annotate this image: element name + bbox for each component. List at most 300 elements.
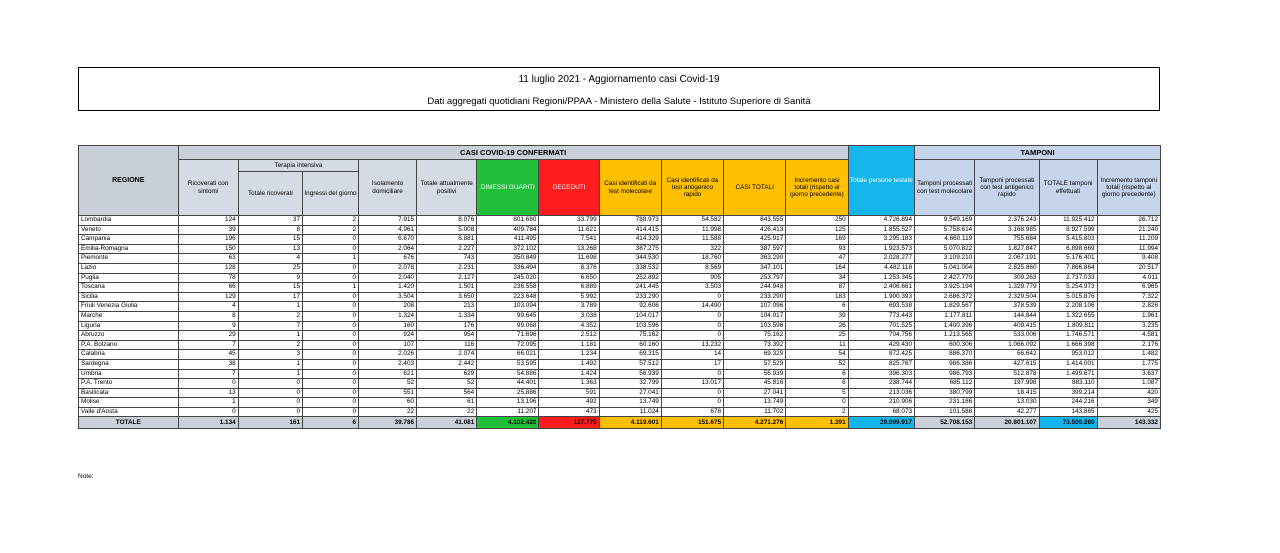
- table-cell: 13.030: [975, 398, 1039, 408]
- table-cell: 72.095: [477, 340, 539, 350]
- table-cell: 1.829.567: [915, 302, 975, 312]
- col-casi-antigenico: Casi identificati da test antigenico rapido: [661, 160, 723, 216]
- table-cell: 1.666.398: [1039, 340, 1097, 350]
- table-cell: 60.160: [599, 340, 661, 350]
- table-row: [79, 302, 1161, 312]
- table-cell: 883.110: [1039, 379, 1097, 389]
- table-cell: 387.275: [599, 244, 661, 254]
- table-cell: 8.927.599: [1039, 225, 1097, 235]
- table-cell: 1.400.396: [915, 321, 975, 331]
- table-cell: 2.026: [359, 350, 417, 360]
- report-title-box: [78, 67, 1160, 111]
- table-cell: 244.216: [1039, 398, 1097, 408]
- table-cell: 0: [661, 388, 723, 398]
- table-cell: 103.596: [724, 321, 786, 331]
- group-tamponi: TAMPONI: [915, 146, 1161, 160]
- total-cell: 143.332: [1097, 417, 1160, 429]
- table-cell: 843.555: [724, 216, 786, 226]
- table-cell: 9.549.169: [915, 216, 975, 226]
- table-cell: 1.213.565: [915, 331, 975, 341]
- table-cell: 75.162: [599, 331, 661, 341]
- total-cell: 127.775: [539, 417, 599, 429]
- table-cell: 2.826: [1097, 302, 1160, 312]
- table-cell: 53.595: [477, 359, 539, 369]
- note-label: Note:: [78, 473, 94, 480]
- table-cell: 8.569: [661, 263, 723, 273]
- table-cell: 349: [1097, 398, 1160, 408]
- table-cell: 2: [303, 216, 359, 226]
- col-regione: REGIONE: [79, 146, 179, 216]
- table-cell: 71.696: [477, 331, 539, 341]
- table-cell: 32.799: [599, 379, 661, 389]
- table-cell: 18.415: [975, 388, 1039, 398]
- table-row: [79, 235, 1161, 245]
- table-cell: 336.494: [477, 263, 539, 273]
- table-cell: 2.127: [417, 273, 477, 283]
- table-cell: 92.606: [599, 302, 661, 312]
- table-row: [79, 369, 1161, 379]
- table-cell: 409.415: [975, 321, 1039, 331]
- table-cell: 21.240: [1097, 225, 1160, 235]
- table-cell: 429.430: [848, 340, 914, 350]
- table-cell: 1.809.811: [1039, 321, 1097, 331]
- table-cell: 621: [359, 369, 417, 379]
- table-cell: 3.925.194: [915, 283, 975, 293]
- table-cell: 344.530: [599, 254, 661, 264]
- table-cell: 2.078: [359, 263, 417, 273]
- table-body: [79, 216, 1161, 429]
- table-cell: 14: [661, 350, 723, 360]
- table-cell: 101.588: [915, 407, 975, 417]
- table-cell: 107.096: [724, 302, 786, 312]
- table-cell: 8.076: [417, 216, 477, 226]
- table-cell: 52: [417, 379, 477, 389]
- table-cell: 75.162: [724, 331, 786, 341]
- table-cell: 3.504: [359, 292, 417, 302]
- table-cell: 164: [786, 263, 848, 273]
- table-cell: 39: [178, 225, 238, 235]
- region-name: Emilia-Romagna: [79, 244, 179, 254]
- table-cell: 9: [238, 273, 302, 283]
- table-cell: 9: [178, 321, 238, 331]
- region-name: Toscana: [79, 283, 179, 293]
- table-cell: 2.074: [417, 350, 477, 360]
- col-dimessi-guariti: DIMESSI GUARITI: [477, 160, 539, 216]
- table-row: [79, 283, 1161, 293]
- table-cell: 17: [661, 359, 723, 369]
- table-cell: 426.413: [724, 225, 786, 235]
- table-cell: 0: [303, 350, 359, 360]
- table-row: [79, 273, 1161, 283]
- table-cell: 0: [303, 292, 359, 302]
- table-cell: 420: [1097, 388, 1160, 398]
- table-cell: 26.712: [1097, 216, 1160, 226]
- report-title: 11 luglio 2021 - Aggiornamento casi Covid-19: [518, 74, 720, 85]
- table-cell: 533.006: [975, 331, 1039, 341]
- region-name: Lombardia: [79, 216, 179, 226]
- table-cell: 0: [303, 235, 359, 245]
- total-cell: 41.081: [417, 417, 477, 429]
- table-cell: 629: [417, 369, 477, 379]
- table-cell: 551: [359, 388, 417, 398]
- table-cell: 425.917: [724, 235, 786, 245]
- table-cell: 872.425: [848, 350, 914, 360]
- table-cell: 38: [178, 359, 238, 369]
- table-cell: 409.784: [477, 225, 539, 235]
- table-cell: 15: [238, 283, 302, 293]
- table-cell: 2: [238, 311, 302, 321]
- table-cell: 0: [238, 407, 302, 417]
- table-cell: 685.112: [915, 379, 975, 389]
- region-name: Liguria: [79, 321, 179, 331]
- table-cell: 1: [238, 369, 302, 379]
- table-cell: 338.532: [599, 263, 661, 273]
- table-cell: 2.231: [417, 263, 477, 273]
- table-cell: 6.670: [359, 235, 417, 245]
- table-cell: 1: [238, 359, 302, 369]
- total-cell: 39.786: [359, 417, 417, 429]
- table-cell: 44.401: [477, 379, 539, 389]
- region-name: Basilicata: [79, 388, 179, 398]
- report-subtitle: Dati aggregati quotidiani Regioni/PPAA - Ministero della Salute - Istituto Superiore di Sanità: [427, 96, 811, 107]
- table-cell: 2: [238, 340, 302, 350]
- table-cell: 6.650: [539, 273, 599, 283]
- table-cell: 45: [178, 350, 238, 360]
- table-cell: 69.315: [599, 350, 661, 360]
- total-label: TOTALE: [79, 417, 179, 429]
- col-isolamento-domiciliare: Isolamento domiciliare: [359, 160, 417, 216]
- table-cell: 56.939: [599, 369, 661, 379]
- table-cell: 380.799: [915, 388, 975, 398]
- table-cell: 103.094: [477, 302, 539, 312]
- table-cell: 7: [238, 321, 302, 331]
- table-row: [79, 359, 1161, 369]
- table-cell: 233.290: [724, 292, 786, 302]
- table-row: [79, 292, 1161, 302]
- region-name: Marche: [79, 311, 179, 321]
- table-cell: 11.994: [1097, 244, 1160, 254]
- table-cell: 6.965: [1097, 283, 1160, 293]
- table-row: [79, 350, 1161, 360]
- table-cell: 2.064: [359, 244, 417, 254]
- table-cell: 986.386: [915, 359, 975, 369]
- total-row: [79, 417, 1161, 429]
- table-cell: 2.176: [1097, 340, 1160, 350]
- table-cell: 104.017: [599, 311, 661, 321]
- table-cell: 6: [786, 379, 848, 389]
- table-cell: 693.538: [848, 302, 914, 312]
- table-cell: 223.648: [477, 292, 539, 302]
- total-cell: 52.708.153: [915, 417, 975, 429]
- table-cell: 27.041: [724, 388, 786, 398]
- col-ti-ingressi: Ingressi del giorno: [303, 172, 359, 216]
- table-cell: 150: [178, 244, 238, 254]
- table-cell: 1.253.345: [848, 273, 914, 283]
- table-cell: 1.827.847: [975, 244, 1039, 254]
- total-cell: 1.134: [178, 417, 238, 429]
- table-cell: 11.588: [661, 235, 723, 245]
- table-cell: 1.414.001: [1039, 359, 1097, 369]
- table-row: [79, 311, 1161, 321]
- table-cell: 8: [238, 225, 302, 235]
- table-cell: 0: [661, 292, 723, 302]
- table-cell: 1.900.393: [848, 292, 914, 302]
- table-cell: 13.232: [661, 340, 723, 350]
- region-name: P.A. Trento: [79, 379, 179, 389]
- table-cell: 183: [786, 292, 848, 302]
- col-totale-positivi: Totale attualmente positivi: [417, 160, 477, 216]
- table-cell: 4.011: [1097, 273, 1160, 283]
- table-cell: 47: [786, 254, 848, 264]
- table-cell: 4.482.118: [848, 263, 914, 273]
- table-cell: 986.793: [915, 369, 975, 379]
- table-cell: 6.881: [417, 235, 477, 245]
- table-row: [79, 379, 1161, 389]
- table-cell: 13.268: [539, 244, 599, 254]
- table-cell: 124: [178, 216, 238, 226]
- table-cell: 755.684: [975, 235, 1039, 245]
- table-cell: 801.680: [477, 216, 539, 226]
- table-cell: 25: [786, 331, 848, 341]
- table-cell: 2.376.243: [975, 216, 1039, 226]
- table-cell: 252.892: [599, 273, 661, 283]
- table-cell: 425: [1097, 407, 1160, 417]
- table-cell: 704.756: [848, 331, 914, 341]
- table-cell: 1.324: [359, 311, 417, 321]
- region-name: Campania: [79, 235, 179, 245]
- table-cell: 387.597: [724, 244, 786, 254]
- table-cell: 3.038: [539, 311, 599, 321]
- table-cell: 57.529: [724, 359, 786, 369]
- col-ti-totale: Totale ricoverati: [238, 172, 302, 216]
- table-cell: 13.017: [661, 379, 723, 389]
- table-cell: 1.492: [539, 359, 599, 369]
- table-cell: 1.746.571: [1039, 331, 1097, 341]
- table-cell: 427.615: [975, 359, 1039, 369]
- table-cell: 2: [303, 225, 359, 235]
- table-cell: 0: [303, 379, 359, 389]
- region-name: Sicilia: [79, 292, 179, 302]
- table-cell: 788.973: [599, 216, 661, 226]
- table-cell: 125: [786, 225, 848, 235]
- table-cell: 2.442: [417, 359, 477, 369]
- table-cell: 591: [539, 388, 599, 398]
- table-row: [79, 244, 1161, 254]
- table-cell: 60: [359, 398, 417, 408]
- table-cell: 241.445: [599, 283, 661, 293]
- table-cell: 208: [359, 302, 417, 312]
- table-cell: 3.789: [539, 302, 599, 312]
- table-cell: 213: [417, 302, 477, 312]
- region-name: Lazio: [79, 263, 179, 273]
- table-cell: 773.443: [848, 311, 914, 321]
- table-cell: 0: [303, 369, 359, 379]
- table-cell: 1.181: [539, 340, 599, 350]
- table-cell: 0: [786, 398, 848, 408]
- table-row: [79, 340, 1161, 350]
- table-cell: 6.898.669: [1039, 244, 1097, 254]
- table-cell: 245.020: [477, 273, 539, 283]
- table-cell: 17: [238, 292, 302, 302]
- table-cell: 66.021: [477, 350, 539, 360]
- table-cell: 0: [303, 311, 359, 321]
- table-cell: 363.290: [724, 254, 786, 264]
- table-cell: 99.068: [477, 321, 539, 331]
- table-cell: 701.525: [848, 321, 914, 331]
- table-cell: 13.749: [724, 398, 786, 408]
- table-cell: 2.329.504: [975, 292, 1039, 302]
- table-cell: 3.109.210: [915, 254, 975, 264]
- table-cell: 63: [178, 254, 238, 264]
- table-cell: 42.277: [975, 407, 1039, 417]
- table-cell: 57.512: [599, 359, 661, 369]
- table-cell: 129: [178, 292, 238, 302]
- table-cell: 107: [359, 340, 417, 350]
- table-cell: 13.749: [599, 398, 661, 408]
- table-cell: 1.329.779: [975, 283, 1039, 293]
- table-row: [79, 398, 1161, 408]
- table-cell: 87: [786, 283, 848, 293]
- table-cell: 2.686.372: [915, 292, 975, 302]
- table-cell: 3.650: [417, 292, 477, 302]
- table-row: [79, 331, 1161, 341]
- table-cell: 4: [178, 302, 238, 312]
- table-cell: 78: [178, 273, 238, 283]
- table-cell: 6.889: [539, 283, 599, 293]
- table-cell: 378.539: [975, 302, 1039, 312]
- table-cell: 1: [303, 254, 359, 264]
- col-casi-totali: CASI TOTALI: [724, 160, 786, 216]
- col-ricoverati-sintomi: Ricoverati con sintomi: [178, 160, 238, 216]
- total-cell: 6: [303, 417, 359, 429]
- table-cell: 7: [178, 369, 238, 379]
- table-cell: 3.637: [1097, 369, 1160, 379]
- table-cell: 13.196: [477, 398, 539, 408]
- table-cell: 22: [359, 407, 417, 417]
- table-cell: 0: [303, 359, 359, 369]
- table-cell: 11.702: [724, 407, 786, 417]
- table-row: [79, 225, 1161, 235]
- table-cell: 11.998: [661, 225, 723, 235]
- table-cell: 564: [417, 388, 477, 398]
- region-name: Veneto: [79, 225, 179, 235]
- table-cell: 5.041.004: [915, 263, 975, 273]
- table-cell: 3.168.985: [975, 225, 1039, 235]
- table-cell: 1.855.527: [848, 225, 914, 235]
- table-cell: 5.758.614: [915, 225, 975, 235]
- table-cell: 244.948: [724, 283, 786, 293]
- table-cell: 0: [238, 379, 302, 389]
- table-cell: 1: [238, 302, 302, 312]
- table-cell: 66.642: [975, 350, 1039, 360]
- table-cell: 1.087: [1097, 379, 1160, 389]
- table-cell: 231.186: [915, 398, 975, 408]
- table-cell: 0: [178, 379, 238, 389]
- table-cell: 128: [178, 263, 238, 273]
- table-cell: 5.176.401: [1039, 254, 1097, 264]
- table-cell: 0: [303, 331, 359, 341]
- table-cell: 886.370: [915, 350, 975, 360]
- col-tamponi-antigenico: Tamponi processati con test antigenico rapido: [975, 160, 1039, 216]
- table-cell: 1.234: [539, 350, 599, 360]
- table-cell: 61: [417, 398, 477, 408]
- table-cell: 2.040: [359, 273, 417, 283]
- table-cell: 1.501: [417, 283, 477, 293]
- table-cell: 0: [303, 273, 359, 283]
- table-cell: 52: [786, 359, 848, 369]
- table-cell: 11.925.412: [1039, 216, 1097, 226]
- table-cell: 414.415: [599, 225, 661, 235]
- table-cell: 0: [303, 321, 359, 331]
- table-cell: 236.558: [477, 283, 539, 293]
- table-row: [79, 216, 1161, 226]
- table-cell: 27.041: [599, 388, 661, 398]
- table-cell: 0: [661, 321, 723, 331]
- table-cell: 56.939: [724, 369, 786, 379]
- table-cell: 143.865: [1039, 407, 1097, 417]
- table-cell: 0: [303, 340, 359, 350]
- table-cell: 7.866.864: [1039, 263, 1097, 273]
- table-row: [79, 407, 1161, 417]
- table-cell: 1.363: [539, 379, 599, 389]
- table-cell: 210.906: [848, 398, 914, 408]
- table-cell: 144.844: [975, 311, 1039, 321]
- table-cell: 2.208.106: [1039, 302, 1097, 312]
- total-cell: 4.102.420: [477, 417, 539, 429]
- table-cell: 69.329: [724, 350, 786, 360]
- group-terapia-intensiva: Terapia intensiva: [238, 160, 358, 172]
- table-cell: 2.028.277: [848, 254, 914, 264]
- table-cell: 4.660.119: [915, 235, 975, 245]
- table-row: [79, 263, 1161, 273]
- col-tamponi-molecolare: Tamponi processati con test molecolare: [915, 160, 975, 216]
- table-cell: 347.101: [724, 263, 786, 273]
- table-cell: 253.797: [724, 273, 786, 283]
- table-cell: 11.209: [1097, 235, 1160, 245]
- table-cell: 2.403: [359, 359, 417, 369]
- col-incremento-tamponi: Incremento tamponi totali (rispetto al giorno precedente): [1097, 160, 1160, 216]
- table-cell: 66: [178, 283, 238, 293]
- table-cell: 5: [786, 388, 848, 398]
- region-name: Piemonte: [79, 254, 179, 264]
- group-casi-confermati: CASI COVID-19 CONFERMATI: [178, 146, 848, 160]
- table-cell: 13: [238, 244, 302, 254]
- table-cell: 4.961: [359, 225, 417, 235]
- table-cell: 1.322.655: [1039, 311, 1097, 321]
- table-cell: 2.825.860: [975, 263, 1039, 273]
- table-cell: 176: [417, 321, 477, 331]
- table-cell: 104.017: [724, 311, 786, 321]
- table-cell: 4: [238, 254, 302, 264]
- table-cell: 4.352: [539, 321, 599, 331]
- table-cell: 25.886: [477, 388, 539, 398]
- table-cell: 0: [303, 302, 359, 312]
- table-cell: 11.207: [477, 407, 539, 417]
- table-cell: 676: [359, 254, 417, 264]
- table-cell: 2.427.770: [915, 273, 975, 283]
- table-cell: 0: [661, 311, 723, 321]
- total-cell: 20.801.107: [975, 417, 1039, 429]
- table-cell: 250: [786, 216, 848, 226]
- table-cell: 8.376: [539, 263, 599, 273]
- table-cell: 4.726.894: [848, 216, 914, 226]
- table-cell: 512.878: [975, 369, 1039, 379]
- table-cell: 11: [786, 340, 848, 350]
- region-name: P.A. Bolzano: [79, 340, 179, 350]
- table-cell: 0: [303, 263, 359, 273]
- region-name: Valle d'Aosta: [79, 407, 179, 417]
- table-cell: 33.799: [539, 216, 599, 226]
